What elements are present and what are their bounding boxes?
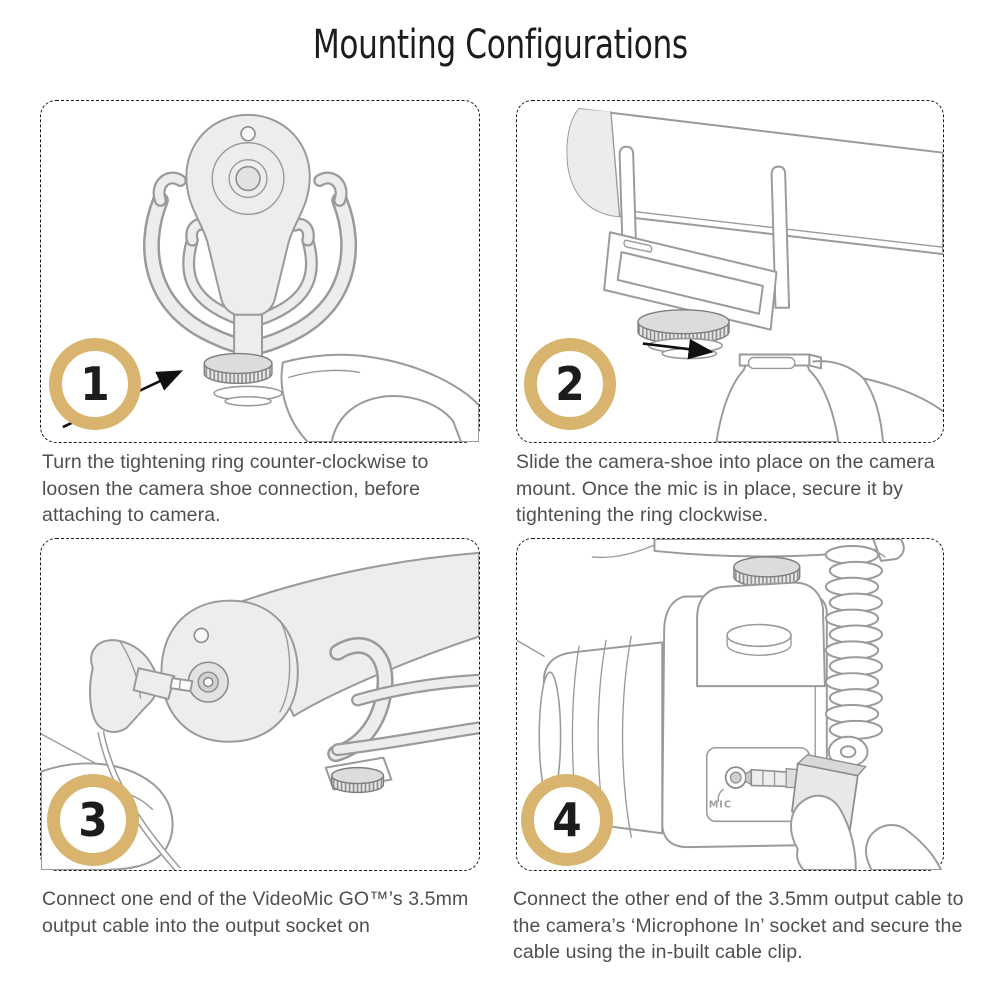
step-number: 3 (78, 793, 108, 847)
output-socket (188, 662, 228, 702)
hand (791, 796, 941, 870)
step-4-caption: Connect the other end of the 3.5mm output cable to the camera’s ‘Microphone In’ socket and secure the cable using the in-built cable clip. (513, 888, 964, 963)
step-badge-1 (49, 338, 141, 430)
pentaprism (697, 583, 825, 686)
step-badge-4 (521, 774, 613, 866)
step-2-caption: Slide the camera-shoe into place on the camera mount. Once the mic is in place, secure it by tightening the ring clockwise. (516, 451, 935, 526)
microphone-body (161, 553, 479, 742)
mic-socket-label: MIC (708, 799, 732, 811)
page-title: Mounting Configurations (312, 22, 688, 68)
step-number: 4 (552, 793, 582, 847)
cold-shoe (214, 386, 282, 405)
tightening-ring (204, 354, 272, 384)
step-badge-2 (524, 338, 616, 430)
step-number: 1 (80, 357, 110, 411)
step-3-caption: Connect one end of the VideoMic GO™’s 3.5mm output cable into the output socket on (42, 888, 469, 937)
camera-hot-shoe (716, 355, 943, 442)
step-badge-3 (47, 774, 139, 866)
step-1-caption: Turn the tightening ring counter-clockwise to loosen the camera shoe connection, before attaching to camera. (42, 451, 429, 526)
hand (282, 355, 479, 442)
step-number: 2 (555, 357, 585, 411)
